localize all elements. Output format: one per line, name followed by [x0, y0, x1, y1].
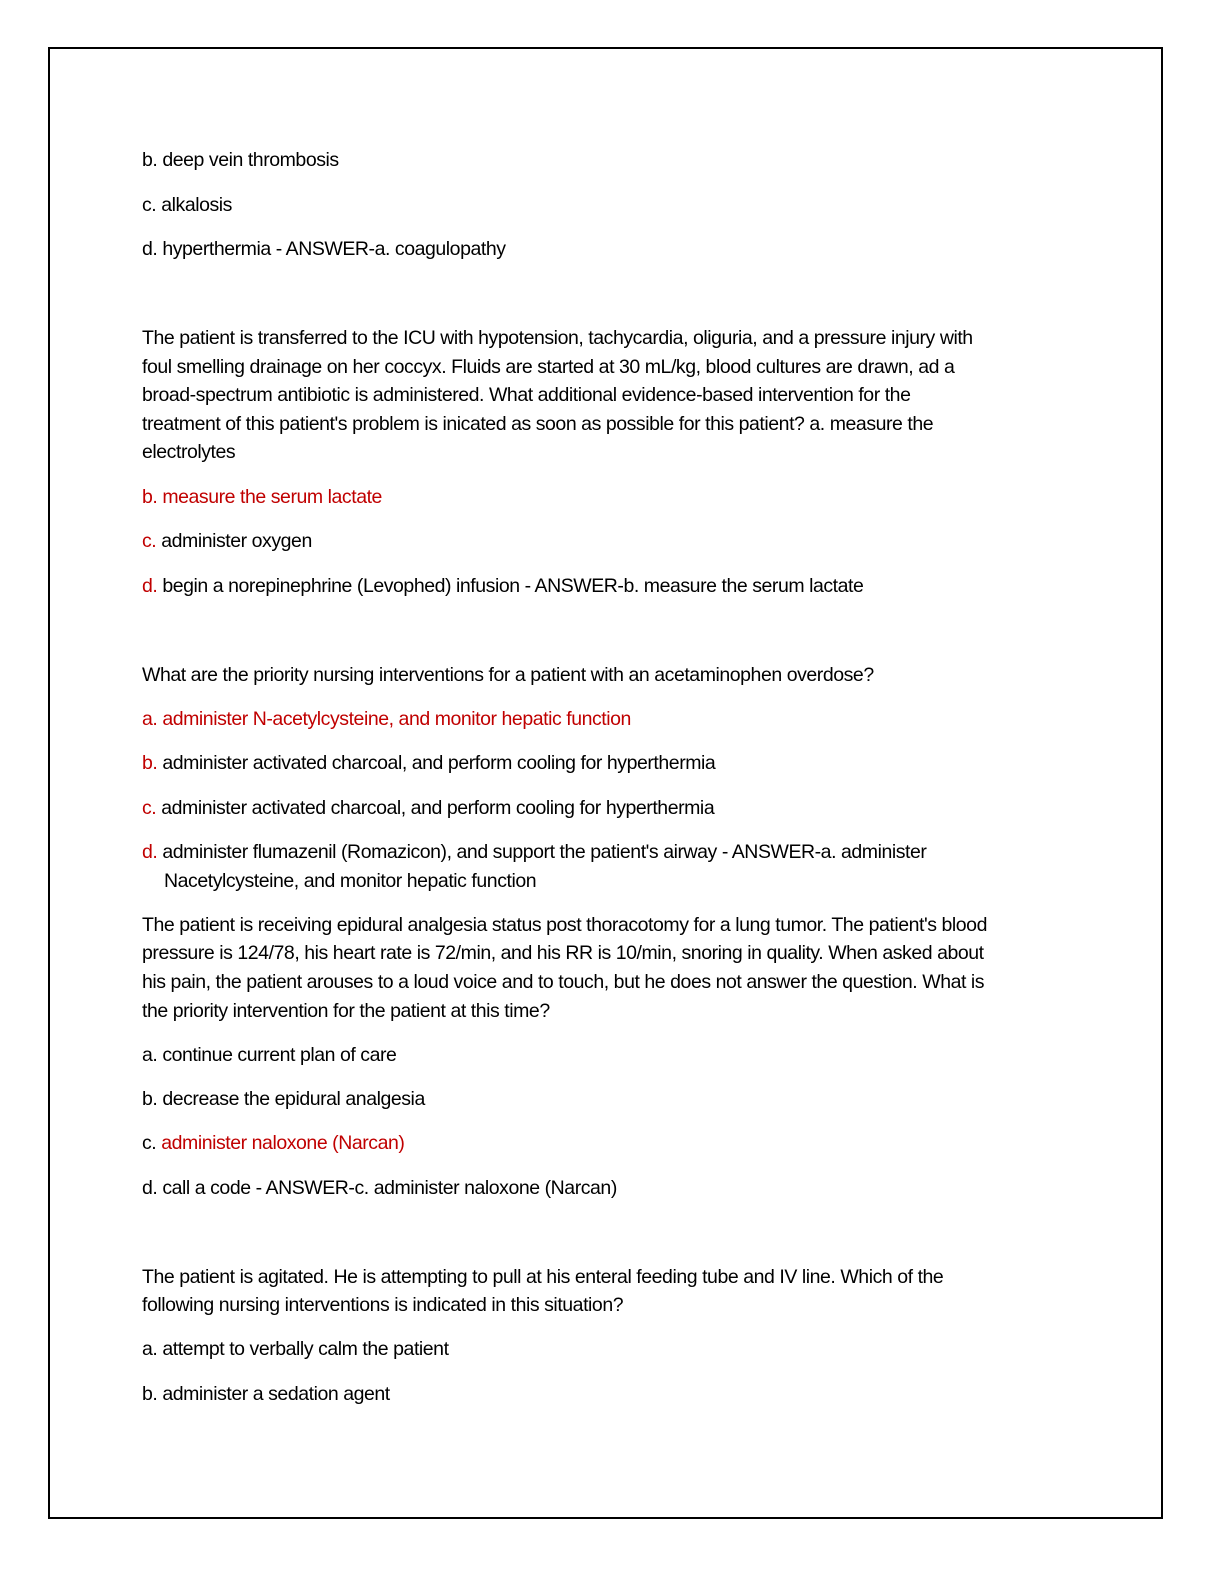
question-stem: pressure is 124/78, his heart rate is 72/min, and his RR is 10/min, snoring in quality. When asked about	[142, 942, 984, 964]
option-b-correct: b. measure the serum lactate	[142, 486, 382, 508]
option-b: b. deep vein thrombosis	[142, 149, 339, 171]
option-c: c. alkalosis	[142, 194, 232, 216]
question-stem: following nursing interventions is indicated in this situation?	[142, 1294, 624, 1316]
option-b: b. decrease the epidural analgesia	[142, 1088, 425, 1110]
option-b: b. administer a sedation agent	[142, 1383, 390, 1405]
question-stem: broad-spectrum antibiotic is administered. What additional evidence-based intervention for the	[142, 384, 911, 406]
option-c: c. administer oxygen	[142, 530, 312, 552]
question-stem: The patient is receiving epidural analgesia status post thoracotomy for a lung tumor. The patient's blood	[142, 914, 987, 936]
question-stem: foul smelling drainage on her coccyx. Fluids are started at 30 mL/kg, blood cultures are drawn, ad a	[142, 356, 955, 378]
option-d-answer: d. call a code - ANSWER-c. administer naloxone (Narcan)	[142, 1177, 617, 1199]
question-stem: electrolytes	[142, 441, 236, 463]
question-stem: The patient is agitated. He is attempting to pull at his enteral feeding tube and IV line. Which of the	[142, 1266, 944, 1288]
option-d-answer: d. begin a norepinephrine (Levophed) infusion - ANSWER-b. measure the serum lactate	[142, 575, 864, 597]
question-stem: What are the priority nursing interventions for a patient with an acetaminophen overdose?	[142, 664, 874, 686]
question-stem: treatment of this patient's problem is inicated as soon as possible for this patient? a. measure the	[142, 413, 934, 435]
question-stem: the priority intervention for the patient at this time?	[142, 1000, 550, 1022]
option-d-answer-cont: Nacetylcysteine, and monitor hepatic function	[164, 870, 537, 892]
option-a: a. attempt to verbally calm the patient	[142, 1338, 449, 1360]
option-c: c. administer activated charcoal, and perform cooling for hyperthermia	[142, 797, 715, 819]
option-b: b. administer activated charcoal, and perform cooling for hyperthermia	[142, 752, 716, 774]
option-a: a. continue current plan of care	[142, 1044, 397, 1066]
option-c-correct: c. administer naloxone (Narcan)	[142, 1132, 405, 1154]
option-d-answer: d. hyperthermia - ANSWER-a. coagulopathy	[142, 238, 506, 260]
option-d-answer: d. administer flumazenil (Romazicon), and support the patient's airway - ANSWER-a. administer	[142, 841, 927, 863]
option-a-correct: a. administer N-acetylcysteine, and monitor hepatic function	[142, 708, 631, 730]
question-stem: The patient is transferred to the ICU with hypotension, tachycardia, oliguria, and a pressure injury with	[142, 327, 973, 349]
question-stem: his pain, the patient arouses to a loud voice and to touch, but he does not answer the question. What is	[142, 971, 985, 993]
